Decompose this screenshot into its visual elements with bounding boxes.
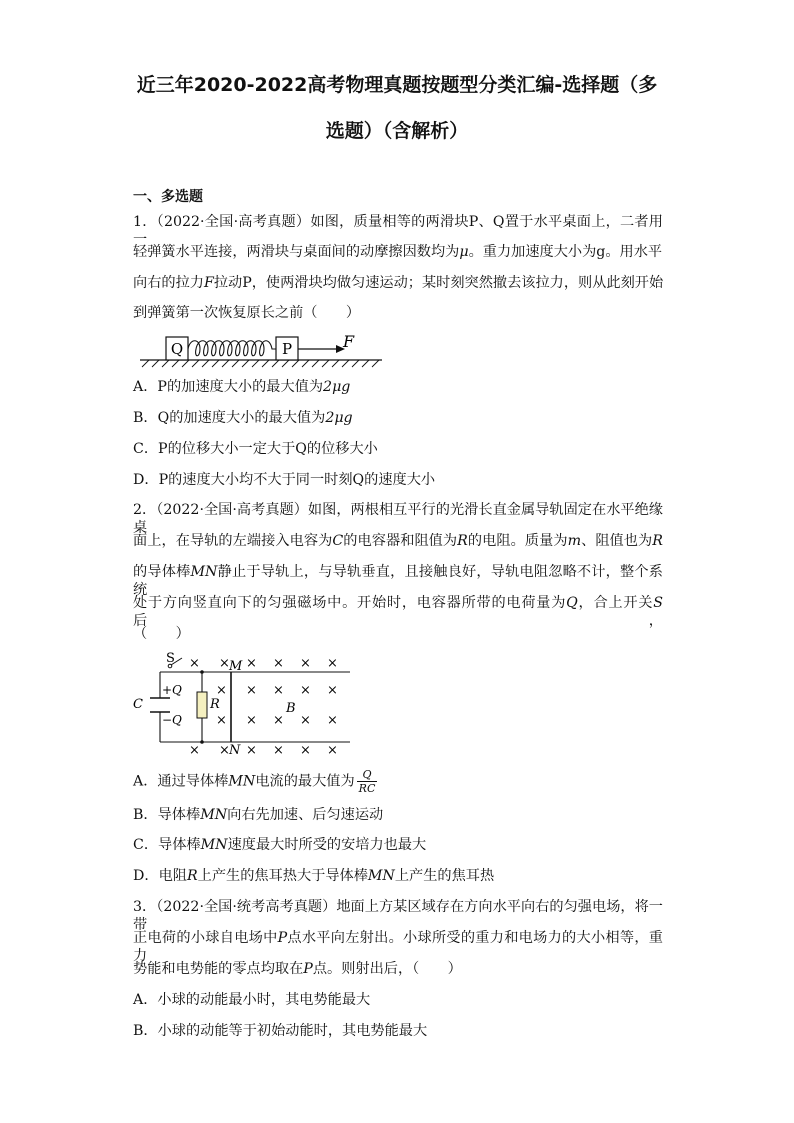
block-p-label: P [281, 340, 293, 358]
svg-text:×: × [300, 743, 311, 758]
svg-text:×: × [300, 683, 311, 698]
q3-line-2: 正电荷的小球自电场中P点水平向左射出。小球所受的重力和电场力的大小相等，重力 [133, 930, 663, 964]
force-label: F [343, 334, 355, 351]
q1-line-2: 轻弹簧水平连接，两滑块与桌面间的动摩擦因数均为μ。重力加速度大小为g。用水平 [133, 244, 663, 260]
document-title-line-1: 近三年2020-2022高考物理真题按题型分类汇编-选择题（多 [136, 74, 658, 96]
q1-spring-blocks-figure [140, 334, 390, 368]
q2-option-c: C．导体棒MN速度最大时所受的安培力也最大 [133, 837, 427, 853]
q2-line-2: 面上，在导轨的左端接入电容为C的电容器和阻值为R的电阻。质量为m、阻值也为R [133, 533, 663, 549]
q2-option-a: A．通过导体棒MN电流的最大值为 $\frac{Q}{RC}$ [133, 768, 376, 795]
svg-text:×: × [327, 656, 338, 671]
q2-line-5: （ ） [133, 626, 190, 642]
q2-option-d: D．电阻R上产生的焦耳热大于导体棒MN上产生的焦耳热 [133, 868, 495, 884]
q1-option-a: A．P的加速度大小的最大值为2μg [133, 379, 351, 395]
rod-n-label: N [229, 743, 241, 758]
svg-text:×: × [246, 713, 257, 728]
svg-text:×: × [273, 656, 284, 671]
q3-option-a: A．小球的动能最小时，其电势能最大 [133, 992, 371, 1008]
fraction-q-over-rc: $\frac{Q}{RC}$ [358, 768, 376, 795]
q3-option-b: B．小球的动能等于初始动能时，其电势能最大 [133, 1023, 428, 1039]
rod-m-label: M [229, 659, 243, 674]
plus-q-label: +Q [162, 683, 182, 697]
minus-q-label: −Q [162, 713, 182, 727]
svg-text:×: × [219, 743, 230, 758]
svg-text:×: × [216, 683, 227, 698]
document-title-line-2: 选题）（含解析） [325, 120, 469, 142]
svg-text:×: × [189, 656, 200, 671]
svg-text:×: × [273, 743, 284, 758]
svg-text:×: × [327, 683, 338, 698]
q1-line-1: 1．（2022·全国·高考真题）如图，质量相等的两滑块P、Q置于水平桌面上，二者用一 [133, 214, 663, 248]
svg-text:×: × [300, 656, 311, 671]
block-q-label: Q [170, 340, 184, 358]
q2-line-3: 的导体棒MN静止于导轨上，与导轨垂直，且接触良好，导轨电阻忽略不计，整个系统 [133, 564, 663, 598]
svg-text:×: × [300, 713, 311, 728]
q1-line-3: 向右的拉力F拉动P，使两滑块均做匀速运动；某时刻突然撤去该拉力，则从此刻开始 [133, 275, 664, 291]
svg-text:×: × [219, 656, 230, 671]
section-heading: 一、多选题 [133, 189, 203, 205]
switch-label: S [166, 651, 175, 666]
svg-text:×: × [246, 683, 257, 698]
resistor-label: R [210, 697, 220, 712]
resistor [197, 692, 207, 718]
q1-option-b: B．Q的加速度大小的最大值为2μg [133, 410, 353, 426]
q2-option-b: B．导体棒MN向右先加速、后匀速运动 [133, 807, 384, 823]
svg-text:×: × [327, 743, 338, 758]
svg-text:×: × [327, 713, 338, 728]
q3-line-3: 势能和电势能的零点均取在P点。则射出后，（ ） [133, 961, 462, 977]
q2-circuit-figure [130, 650, 360, 760]
q2-line-1: 2．（2022·全国·高考真题）如图，两根相互平行的光滑长直金属导轨固定在水平绝缘桌 [133, 502, 663, 536]
q1-option-d: D．P的速度大小均不大于同一时刻Q的速度大小 [133, 472, 436, 488]
svg-text:×: × [189, 743, 200, 758]
svg-text:×: × [246, 743, 257, 758]
q1-option-c: C．P的位移大小一定大于Q的位移大小 [133, 441, 378, 457]
q2-line-4: 处于方向竖直向下的匀强磁场中。开始时，电容器所带的电荷量为Q，合上开关S后， [133, 595, 663, 629]
q3-line-1: 3．（2022·全国·统考高考真题）地面上方某区域存在方向水平向右的匀强电场，将一带 [133, 899, 663, 933]
svg-text:×: × [216, 713, 227, 728]
field-label: B [286, 701, 296, 716]
capacitor-label: C [133, 697, 143, 712]
svg-text:×: × [246, 656, 257, 671]
q1-line-4: 到弹簧第一次恢复原长之前（ ） [133, 305, 361, 321]
spring [188, 341, 276, 356]
svg-text:×: × [273, 713, 284, 728]
svg-text:×: × [273, 683, 284, 698]
